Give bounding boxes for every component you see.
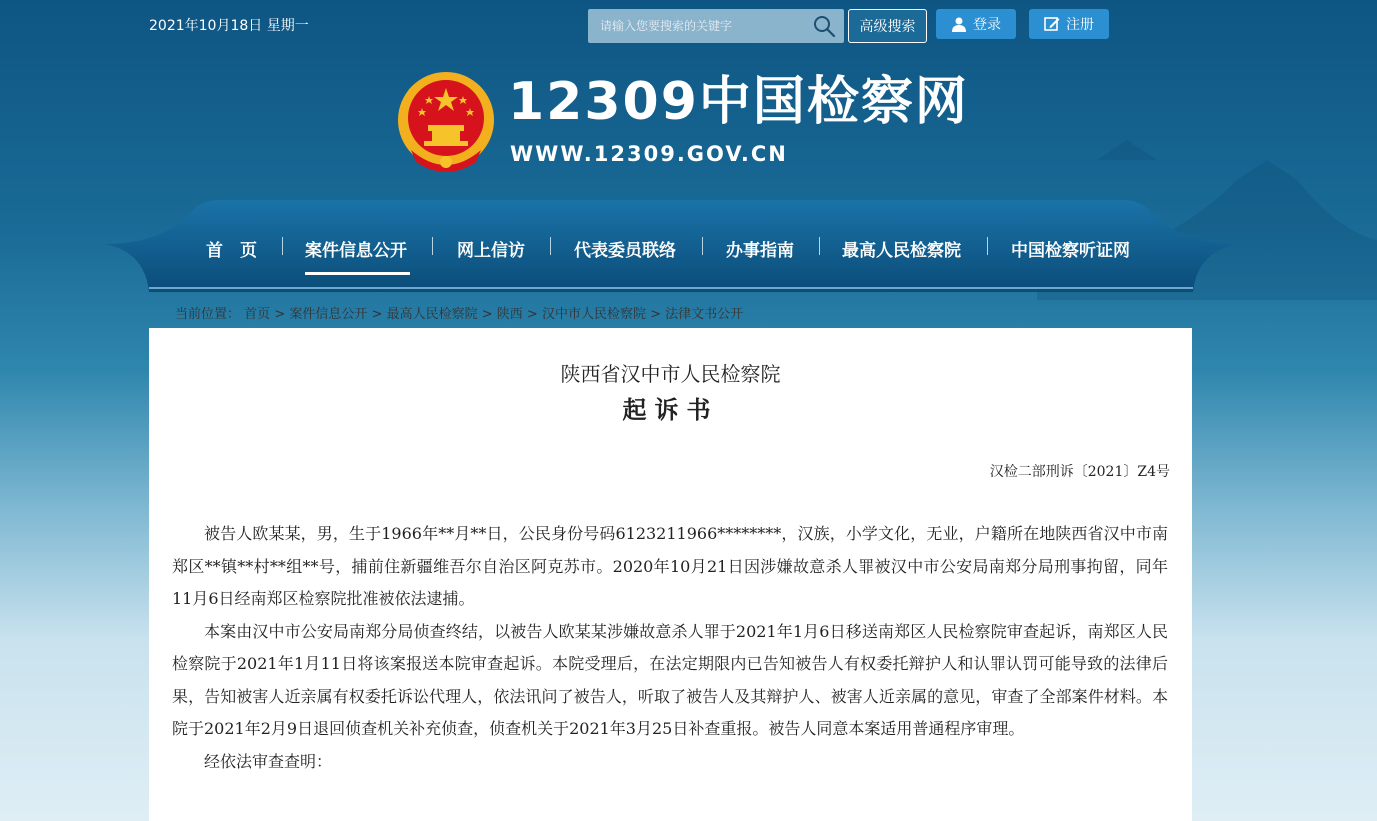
breadcrumb-shaanxi[interactable]: 陕西 [496,307,523,322]
document-paragraph: 本案由汉中市公安局南郑分局侦查终结，以被告人欧某某涉嫌故意杀人罪于2021年1月6日移送南郑区人民检察院审查起诉，南郑区人民检察院于2021年1月11日将该案报送本院审查起诉。本院受理后，在法定期限内已告知被告人有权委托辩护人和认罪认罚可能导致的法律后果，告知被害人近亲属有权委托诉讼代理人，依法讯问了被告人，听取了被告人及其辩护人、被害人近亲属的意见，审查了全部案件材料。本院于2021年2月9日退回侦查机关补充侦查，侦查机关于2021年3月25日补查重报。被告人同意本案适用普通程序审理。 [172,621,1168,738]
user-icon [951,16,967,32]
nav-separator [819,237,820,255]
advanced-search-button[interactable]: 高级搜索 [848,9,927,43]
site-url: WWW.12309.GOV.CN [510,142,788,166]
nav-hearing-network[interactable]: 中国检察听证网 [1011,241,1130,261]
breadcrumb-label: 当前位置： [175,307,241,322]
breadcrumb-legal-docs[interactable]: 法律文书公开 [665,307,744,322]
nav-home[interactable]: 首 页 [206,241,257,261]
login-button[interactable] [936,9,1016,39]
breadcrumb-separator: > [526,307,538,322]
nav-separator [282,237,283,255]
breadcrumb-case-info[interactable]: 案件信息公开 [289,307,368,322]
breadcrumb-supreme[interactable]: 最高人民检察院 [386,307,478,322]
search-icon[interactable] [812,14,836,38]
breadcrumb-home[interactable]: 首页 [244,307,271,322]
nav-deputy-liaison[interactable]: 代表委员联络 [574,241,676,261]
breadcrumb-separator: > [274,307,286,322]
breadcrumb-separator: > [371,307,383,322]
login-label: 登录 [973,17,1001,33]
main-nav [105,200,1237,292]
nav-separator [550,237,551,255]
nav-guide[interactable]: 办事指南 [726,241,794,261]
edit-icon [1044,16,1060,32]
nav-active-indicator [305,272,410,275]
nav-online-petition[interactable]: 网上信访 [457,241,525,261]
nav-case-info[interactable]: 案件信息公开 [305,241,407,261]
search-box [588,9,844,43]
document-paragraph: 被告人欧某某，男，生于1966年**月**日，公民身份号码6123211966********，汉族，小学文化，无业，户籍所在地陕西省汉中市南郑区**镇**村**组**号，捕前住新疆维吾尔自治区阿克苏市。2020年10月21日因涉嫌故意杀人罪被汉中市公安局南郑分局刑事拘留，同年11月6日经南郑区检察院批准被依法逮捕。 [172,524,1168,608]
current-date: 2021年10月18日 星期一 [149,18,309,34]
national-emblem-icon [396,70,496,176]
document-number: 汉检二部刑诉〔2021〕Z4号 [989,464,1170,480]
nav-separator [702,237,703,255]
document-body [172,518,1168,778]
nav-separator [987,237,988,255]
breadcrumb [175,303,743,322]
document-kind: 起诉书 [622,395,719,424]
document-organization: 陕西省汉中市人民检察院 [560,362,781,386]
site-title: 12309中国检察网 [508,72,969,132]
register-label: 注册 [1066,17,1094,33]
breadcrumb-separator: > [650,307,662,322]
breadcrumb-separator: > [481,307,493,322]
nav-supreme-procuratorate[interactable]: 最高人民检察院 [842,241,961,261]
document-panel [149,328,1192,821]
register-button[interactable] [1029,9,1109,39]
search-input[interactable] [588,9,804,43]
nav-separator [432,237,433,255]
document-paragraph: 经依法审查查明： [204,751,333,771]
breadcrumb-hanzhong[interactable]: 汉中市人民检察院 [541,307,646,322]
